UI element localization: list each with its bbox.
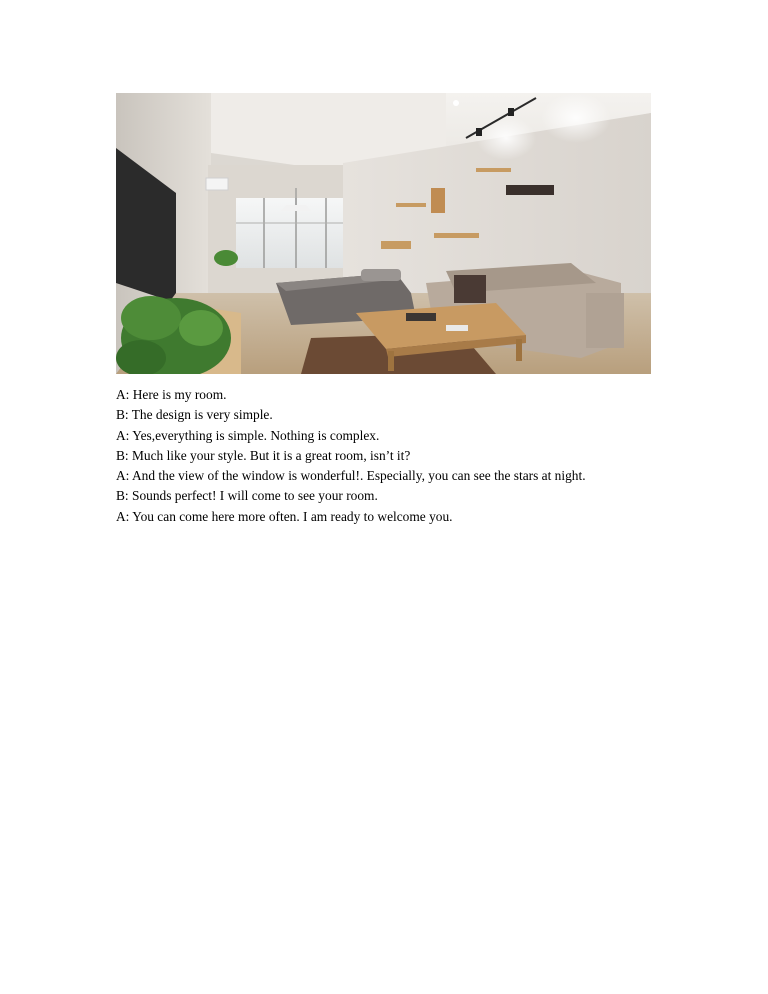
dialogue-text [116,385,656,527]
dialogue-line: B: Much like your style. But it is a great room, isn’t it? [116,447,411,463]
living-room-photo [116,93,651,374]
dialogue-line: A: You can come here more often. I am ready to welcome you. [116,508,453,524]
dialogue-line: B: The design is very simple. [116,407,273,423]
dialogue-line: A: Yes,everything is simple. Nothing is complex. [116,427,380,443]
dialogue-line: A: Here is my room. [116,387,227,402]
dialogue-line: A: And the view of the window is wonderful!. Especially, you can see the stars at night. [116,468,586,484]
dialogue-line: B: Sounds perfect! I will come to see your room. [116,488,378,504]
